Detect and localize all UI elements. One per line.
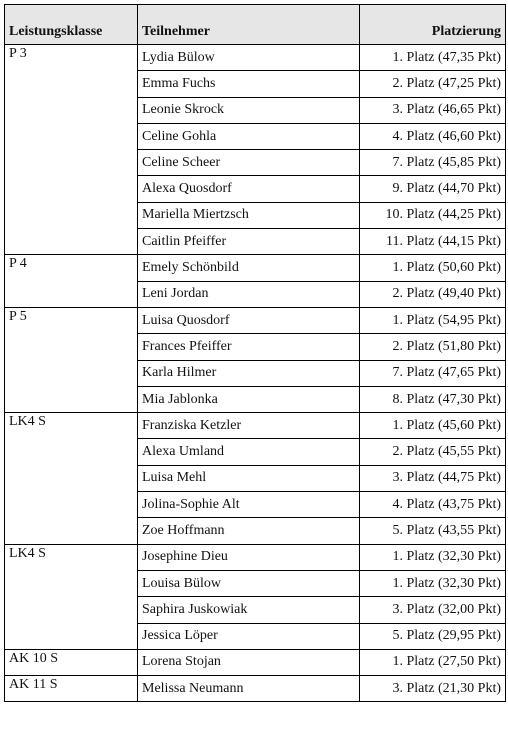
participant-cell: Alexa Quosdorf [138,176,360,202]
participant-cell: Saphira Juskowiak [138,597,360,623]
table-row [5,307,506,333]
placement-cell: 4. Platz (43,75 Pkt) [360,492,506,518]
header-row [5,5,506,45]
placement-cell: 3. Platz (32,00 Pkt) [360,597,506,623]
table-body [5,45,506,702]
participant-cell: Mariella Miertzsch [138,202,360,228]
participant-cell: Karla Hilmer [138,360,360,386]
placement-cell: 1. Platz (47,35 Pkt) [360,45,506,71]
placement-cell: 11. Platz (44,15 Pkt) [360,229,506,255]
placement-cell: 9. Platz (44,70 Pkt) [360,176,506,202]
participant-cell: Emely Schönbild [138,255,360,281]
placement-cell: 7. Platz (47,65 Pkt) [360,360,506,386]
class-cell: P 4 [5,255,138,308]
header-participant: Teilnehmer [138,5,360,45]
placement-cell: 5. Platz (29,95 Pkt) [360,623,506,649]
class-cell: LK4 S [5,413,138,544]
participant-cell: Melissa Neumann [138,676,360,702]
participant-cell: Luisa Mehl [138,465,360,491]
table-header [5,5,506,45]
participant-cell: Frances Pfeiffer [138,334,360,360]
participant-cell: Celine Gohla [138,123,360,149]
placement-cell: 1. Platz (54,95 Pkt) [360,307,506,333]
participant-cell: Franziska Ketzler [138,413,360,439]
results-table [4,4,506,702]
header-placement: Platzierung [360,5,506,45]
placement-cell: 7. Platz (45,85 Pkt) [360,150,506,176]
placement-cell: 4. Platz (46,60 Pkt) [360,123,506,149]
participant-cell: Alexa Umland [138,439,360,465]
table-row [5,676,506,702]
participant-cell: Celine Scheer [138,150,360,176]
placement-cell: 1. Platz (32,30 Pkt) [360,570,506,596]
placement-cell: 3. Platz (44,75 Pkt) [360,465,506,491]
class-cell: LK4 S [5,544,138,649]
table-row [5,544,506,570]
class-cell: AK 11 S [5,676,138,702]
placement-cell: 1. Platz (50,60 Pkt) [360,255,506,281]
placement-cell: 10. Platz (44,25 Pkt) [360,202,506,228]
participant-cell: Josephine Dieu [138,544,360,570]
participant-cell: Louisa Bülow [138,570,360,596]
table-row [5,255,506,281]
class-cell: AK 10 S [5,649,138,675]
participant-cell: Leni Jordan [138,281,360,307]
placement-cell: 2. Platz (47,25 Pkt) [360,71,506,97]
participant-cell: Jolina-Sophie Alt [138,492,360,518]
placement-cell: 1. Platz (27,50 Pkt) [360,649,506,675]
table-row [5,45,506,71]
placement-cell: 8. Platz (47,30 Pkt) [360,386,506,412]
participant-cell: Luisa Quosdorf [138,307,360,333]
placement-cell: 5. Platz (43,55 Pkt) [360,518,506,544]
placement-cell: 2. Platz (45,55 Pkt) [360,439,506,465]
class-cell: P 5 [5,307,138,412]
placement-cell: 1. Platz (32,30 Pkt) [360,544,506,570]
participant-cell: Caitlin Pfeiffer [138,229,360,255]
placement-cell: 2. Platz (49,40 Pkt) [360,281,506,307]
participant-cell: Emma Fuchs [138,71,360,97]
participant-cell: Zoe Hoffmann [138,518,360,544]
participant-cell: Leonie Skrock [138,97,360,123]
class-cell: P 3 [5,45,138,255]
placement-cell: 2. Platz (51,80 Pkt) [360,334,506,360]
placement-cell: 3. Platz (21,30 Pkt) [360,676,506,702]
placement-cell: 1. Platz (45,60 Pkt) [360,413,506,439]
participant-cell: Jessica Löper [138,623,360,649]
table-row [5,413,506,439]
participant-cell: Lydia Bülow [138,45,360,71]
placement-cell: 3. Platz (46,65 Pkt) [360,97,506,123]
participant-cell: Lorena Stojan [138,649,360,675]
table-row [5,649,506,675]
header-class: Leistungsklasse [5,5,138,45]
participant-cell: Mia Jablonka [138,386,360,412]
